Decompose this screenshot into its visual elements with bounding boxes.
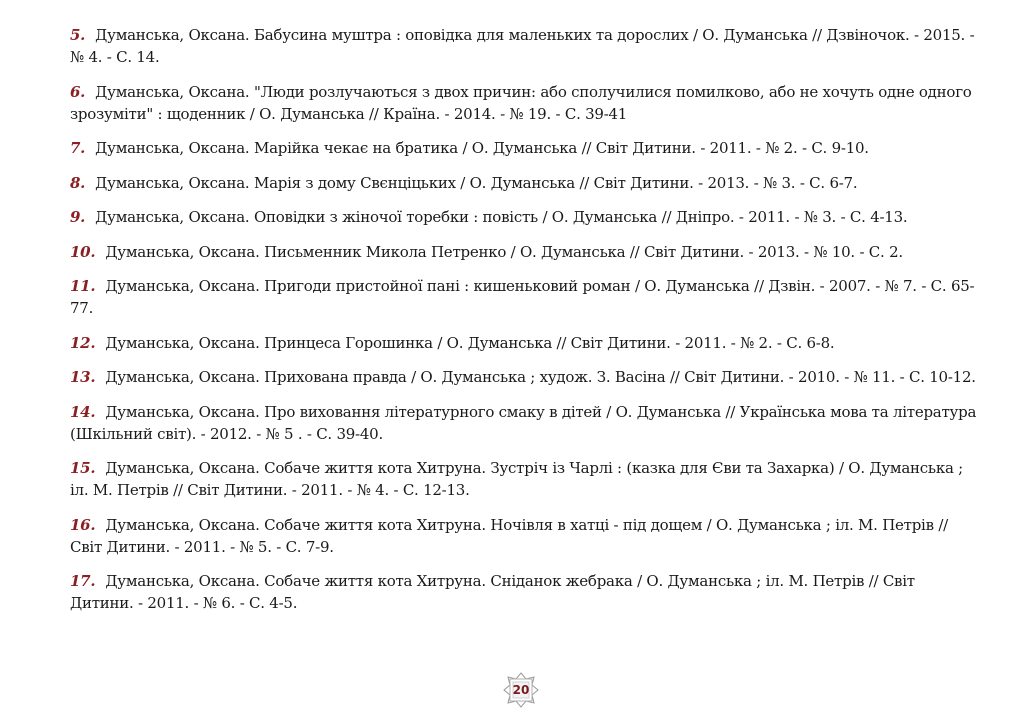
entry-number: 10. xyxy=(70,242,96,261)
bibliography-entry xyxy=(70,570,980,614)
entry-number: 6. xyxy=(70,82,86,101)
bibliography-list xyxy=(70,24,980,627)
entry-number: 16. xyxy=(70,515,96,534)
entry-text: Думанська, Оксана. Принцеса Горошинка / О. Думанська // Світ Дитини. - 2011. - № 2. - С. 6-8. xyxy=(105,333,835,352)
bibliography-entry xyxy=(70,275,980,319)
entry-text: Думанська, Оксана. Бабусина муштра : оповідка для маленьких та дорослих / О. Думанська // Дзвіночок. - 2015. - № 4. - С. 14. xyxy=(70,26,975,66)
page-number-badge xyxy=(502,671,540,709)
entry-text: Думанська, Оксана. Собаче життя кота Хитруна. Ночівля в хатці - під дощем / О. Думанська ; іл. М. Петрів // Світ Дитини. - 2011. - № 5. - С. 7-9. xyxy=(70,515,948,556)
entry-number: 9. xyxy=(70,208,86,226)
entry-number: 14. xyxy=(70,402,96,421)
entry-text: Думанська, Оксана. Прихована правда / О. Думанська ; худож. З. Васіна // Світ Дитини. - 2010. - № 11. - С. 10-12. xyxy=(105,368,976,386)
bibliography-entry xyxy=(70,24,980,68)
bibliography-entry xyxy=(70,172,980,194)
entry-text: Думанська, Оксана. Собаче життя кота Хитруна. Сніданок жебрака / О. Думанська ; іл. М. Петрів // Світ Дитини. - 2011. - № 6. - С. 4-5. xyxy=(70,572,915,612)
bibliography-entry xyxy=(70,81,980,125)
entry-text: Думанська, Оксана. "Люди розлучаються з двох причин: або сполучилися помилково, або не хочуть одне одного зрозуміти" : щоденник / О. Думанська // Країна. - 2014. - № 19. - С. 39-41 xyxy=(70,82,972,123)
entry-number: 15. xyxy=(70,459,96,477)
entry-number: 12. xyxy=(70,333,96,352)
entry-text: Думанська, Оксана. Пригоди пристойної пані : кишеньковий роман / О. Думанська // Дзвін. - 2007. - № 7. - С. 65-77. xyxy=(70,277,975,317)
bibliography-entry xyxy=(70,206,980,228)
entry-number: 11. xyxy=(70,277,96,295)
entry-text: Думанська, Оксана. Марійка чекає на братика / О. Думанська // Світ Дитини. - 2011. - № 2. - С. 9-10. xyxy=(95,139,869,157)
entry-number: 5. xyxy=(70,26,86,44)
entry-text: Думанська, Оксана. Письменник Микола Петренко / О. Думанська // Світ Дитини. - 2013. - № 10. - С. 2. xyxy=(105,242,903,261)
bibliography-entry xyxy=(70,332,980,354)
entry-number: 13. xyxy=(70,368,96,386)
page-number: 20 xyxy=(512,683,530,697)
entry-number: 7. xyxy=(70,139,86,157)
bibliography-entry xyxy=(70,366,980,388)
entry-number: 8. xyxy=(70,173,86,192)
bibliography-entry xyxy=(70,241,980,263)
entry-text: Думанська, Оксана. Про виховання літературного смаку в дітей / О. Думанська // Українська мова та література (Шкільний світ). - 2012. - № 5 . - С. 39-40. xyxy=(70,402,977,443)
bibliography-entry xyxy=(70,514,980,558)
entry-text: Думанська, Оксана. Оповідки з жіночої торебки : повість / О. Думанська // Дніпро. - 2011. - № 3. - С. 4-13. xyxy=(95,208,908,226)
entry-number: 17. xyxy=(70,572,96,590)
entry-text: Думанська, Оксана. Марія з дому Свєнціцьких / О. Думанська // Світ Дитини. - 2013. - № 3. - С. 6-7. xyxy=(95,173,858,192)
entry-text: Думанська, Оксана. Собаче життя кота Хитруна. Зустріч із Чарлі : (казка для Єви та Захарка) / О. Думанська ; іл. М. Петрів // Світ Дитини. - 2011. - № 4. - С. 12-13. xyxy=(70,459,963,499)
bibliography-entry xyxy=(70,401,980,445)
bibliography-entry xyxy=(70,137,980,159)
bibliography-entry xyxy=(70,457,980,501)
